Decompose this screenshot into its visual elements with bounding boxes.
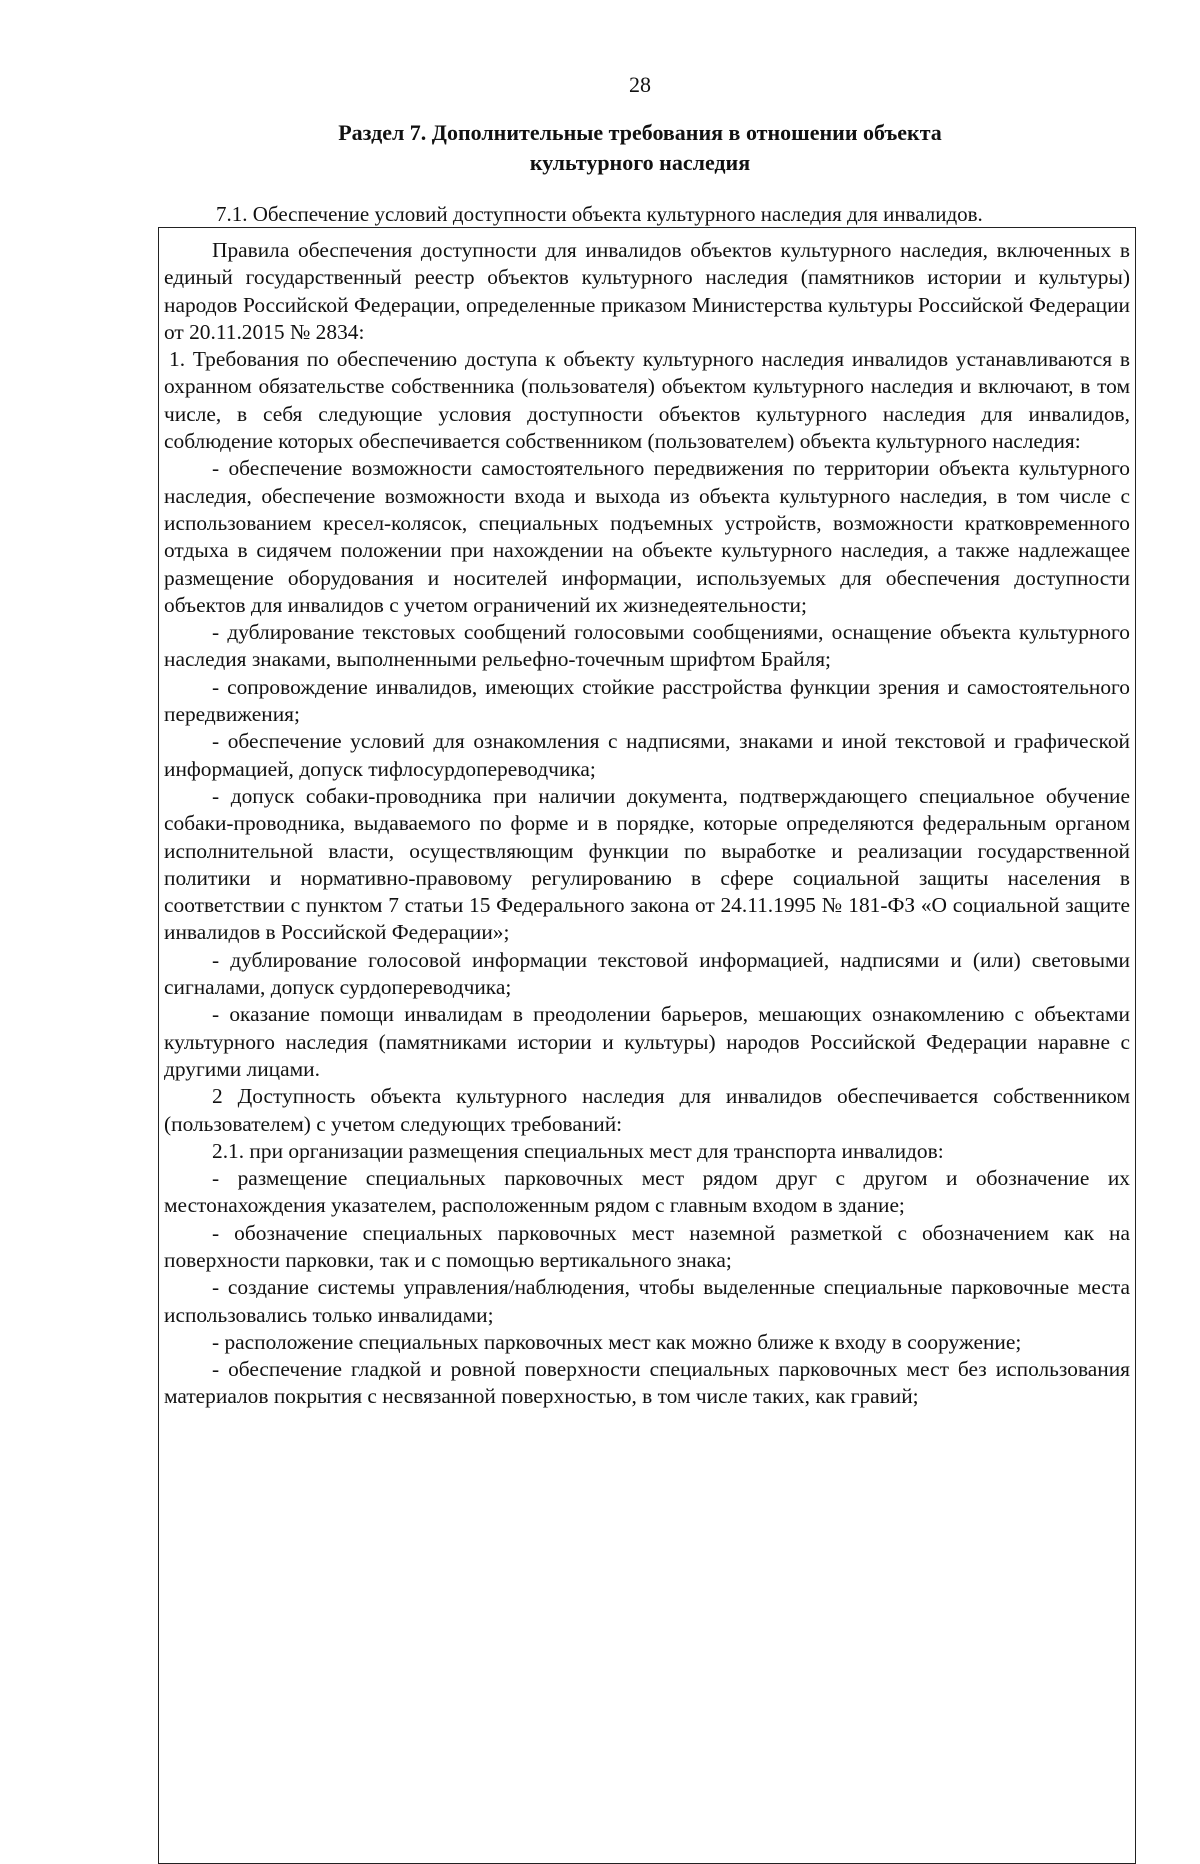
paragraph-bullet: - сопровождение инвалидов, имеющих стойкие расстройства функции зрения и самостоятельного передвижения;: [164, 674, 1130, 727]
paragraph-requirement-1: 1. Требования по обеспечению доступа к объекту культурного наследия инвалидов устанавливаются в охранном обязательстве собственника (пользователя) объектом культурного наследия и включают, в том числе, в себя следующие условия доступности объектов культурного наследия для инвалидов, соблюдение которых обеспечивается собственником (пользователем) объекта культурного наследия:: [164, 347, 1130, 454]
paragraph-bullet: - обозначение специальных парковочных мест наземной разметкой с обозначением как на поверхности парковки, так и с помощью вертикального знака;: [164, 1220, 1130, 1272]
paragraph-requirement-2-1: 2.1. при организации размещения специальных мест для транспорта инвалидов:: [212, 1138, 944, 1163]
paragraph-bullet: - размещение специальных парковочных мест рядом друг с другом и обозначение их местонахождения указателем, расположенным рядом с главным входом в здание;: [164, 1166, 1130, 1218]
paragraph-bullet: - дублирование голосовой информации текстовой информацией, надписями и (или) световыми сигналами, допуск сурдопереводчика;: [164, 947, 1130, 1000]
paragraph-bullet: - обеспечение условий для ознакомления с надписями, знаками и иной текстовой и графической информацией, допуск тифлосурдопереводчика;: [164, 729, 1130, 781]
paragraph-bullet: - дублирование текстовых сообщений голосовыми сообщениями, оснащение объекта культурного наследия знаками, выполненными рельефно-точечным шрифтом Брайля;: [164, 620, 1130, 672]
paragraph-rules-intro: Правила обеспечения доступности для инвалидов объектов культурного наследия, включенных в единый государственный реестр объектов культурного наследия (памятников истории и культуры) народов Российской Федерации, определенные приказом Министерства культуры Российской Федерации от 20.11.2015 № 2834:: [164, 238, 1130, 344]
section-title-line-1: Раздел 7. Дополнительные требования в отношении объекта: [338, 120, 942, 145]
section-title-line-2: культурного наследия: [529, 150, 751, 175]
paragraph-bullet: - обеспечение гладкой и ровной поверхности специальных парковочных мест без использования материалов покрытия с несвязанной поверхностью, в том числе таких, как гравий;: [164, 1357, 1130, 1409]
paragraph-bullet: - обеспечение возможности самостоятельного передвижения по территории объекта культурного наследия, обеспечение возможности входа и выхода из объекта культурного наследия, в том числе с использованием кресел-колясок, специальных подъемных устройств, возможности кратковременного отдыха в сидячем положении при нахождении на объекте культурного наследия, а также надлежащее размещение оборудования и носителей информации, используемых для обеспечения доступности объектов для инвалидов с учетом ограничений их жизнедеятельности;: [164, 456, 1130, 617]
requirements-box: [158, 227, 1136, 1864]
paragraph-bullet: - оказание помощи инвалидам в преодолении барьеров, мешающих ознакомлению с объектами культурного наследия (памятниками истории и культуры) народов Российской Федерации наравне с другими лицами.: [164, 1002, 1130, 1081]
subsection-heading: 7.1. Обеспечение условий доступности объекта культурного наследия для инвалидов.: [216, 202, 983, 226]
paragraph-bullet: - расположение специальных парковочных мест как можно ближе к входу в сооружение;: [212, 1329, 1022, 1354]
section-title: [160, 118, 1120, 178]
paragraph-requirement-2: 2 Доступность объекта культурного наследия для инвалидов обеспечивается собственником (пользователем) с учетом следующих требований:: [164, 1084, 1130, 1136]
page-number: 28: [629, 72, 651, 97]
paragraph-bullet: - создание системы управления/наблюдения, чтобы выделенные специальные парковочные места использовались только инвалидами;: [164, 1275, 1130, 1327]
paragraph-bullet: - допуск собаки-проводника при наличии документа, подтверждающего специальное обучение собаки-проводника, выдаваемого по форме и в порядке, которые определяются федеральным органом исполнительной власти, осуществляющим функции по выработке и реализации государственной политики и нормативно-правовому регулированию в сфере социальной защиты населения в соответствии с пунктом 7 статьи 15 Федерального закона от 24.11.1995 № 181-ФЗ «О социальной защите инвалидов в Российской Федерации»;: [164, 783, 1130, 945]
